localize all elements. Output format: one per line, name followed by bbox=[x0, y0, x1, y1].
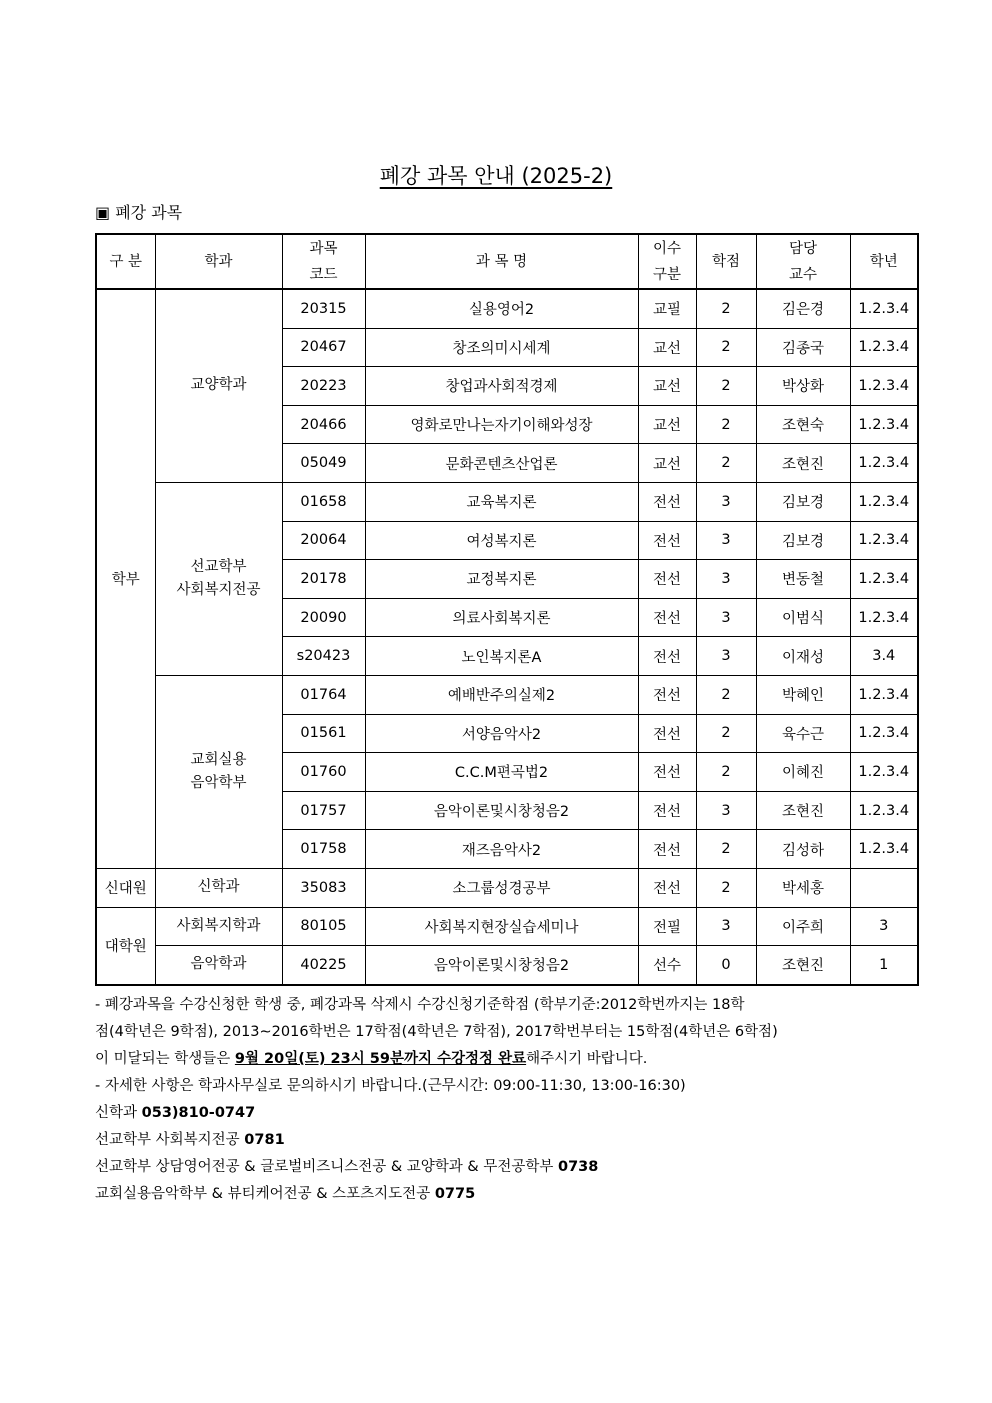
contact-line bbox=[95, 1100, 905, 1127]
cell-type: 전필 bbox=[638, 907, 696, 946]
cell-code: 20315 bbox=[282, 289, 365, 328]
table-row bbox=[96, 675, 918, 714]
cell-course-name: C.C.M편곡법2 bbox=[365, 753, 638, 792]
cell-credit: 2 bbox=[696, 714, 756, 753]
cell-professor: 조현숙 bbox=[756, 405, 850, 444]
cell-course-name: 사회복지현장실습세미나 bbox=[365, 907, 638, 946]
cell-year: 1.2.3.4 bbox=[850, 753, 918, 792]
contact-number: 053)810-0747 bbox=[141, 1105, 256, 1121]
cell-credit: 2 bbox=[696, 830, 756, 869]
cell-credit: 3 bbox=[696, 482, 756, 521]
cell-department bbox=[155, 868, 282, 907]
cell-professor: 변동철 bbox=[756, 560, 850, 599]
cell-department bbox=[155, 289, 282, 482]
cell-type: 전선 bbox=[638, 791, 696, 830]
header-professor: 담당 교수 bbox=[756, 234, 850, 289]
cell-type: 교필 bbox=[638, 289, 696, 328]
cell-department bbox=[155, 482, 282, 675]
cell-year: 3.4 bbox=[850, 637, 918, 676]
note-line: - 폐강과목을 수강신청한 학생 중, 폐강과목 삭제시 수강신청기준학점 (학부기준:2012학번까지는 18학 bbox=[95, 997, 745, 1013]
cell-course-name: 음악이론및시창청음2 bbox=[365, 791, 638, 830]
cell-credit: 0 bbox=[696, 946, 756, 985]
cell-professor: 박혜인 bbox=[756, 675, 850, 714]
header-department: 학과 bbox=[155, 234, 282, 289]
cell-course-name: 노인복지론A bbox=[365, 637, 638, 676]
cell-year: 1.2.3.4 bbox=[850, 714, 918, 753]
cell-code: 20223 bbox=[282, 367, 365, 406]
cell-code: 01757 bbox=[282, 791, 365, 830]
cell-professor: 이재성 bbox=[756, 637, 850, 676]
cell-credit: 3 bbox=[696, 637, 756, 676]
contact-line bbox=[95, 1127, 905, 1154]
contact-label: 선교학부 사회복지전공 bbox=[95, 1132, 245, 1148]
cell-credit: 2 bbox=[696, 289, 756, 328]
header-type: 이수 구분 bbox=[638, 234, 696, 289]
table-body bbox=[96, 289, 918, 985]
department-name-line: 교양학과 bbox=[190, 377, 247, 394]
department-name-line: 사회복지전공 bbox=[176, 581, 261, 598]
cell-professor: 김은경 bbox=[756, 289, 850, 328]
cell-year: 3 bbox=[850, 907, 918, 946]
cell-course-name: 소그룹성경공부 bbox=[365, 868, 638, 907]
department-name-line: 교회실용 bbox=[190, 751, 247, 768]
cell-year: 1.2.3.4 bbox=[850, 560, 918, 599]
header-code: 과목 코드 bbox=[282, 234, 365, 289]
cell-credit: 2 bbox=[696, 675, 756, 714]
cell-professor: 조현진 bbox=[756, 444, 850, 483]
cell-professor: 조현진 bbox=[756, 791, 850, 830]
cell-credit: 2 bbox=[696, 868, 756, 907]
cell-year bbox=[850, 868, 918, 907]
cell-division: 신대원 bbox=[96, 868, 155, 907]
cell-course-name: 여성복지론 bbox=[365, 521, 638, 560]
cell-type: 교선 bbox=[638, 405, 696, 444]
cell-year: 1.2.3.4 bbox=[850, 598, 918, 637]
cell-credit: 3 bbox=[696, 521, 756, 560]
cell-professor: 박상화 bbox=[756, 367, 850, 406]
cell-code: s20423 bbox=[282, 637, 365, 676]
department-name-line: 신학과 bbox=[197, 879, 240, 896]
cell-type: 전선 bbox=[638, 637, 696, 676]
note-line: 이 미달되는 학생들은 9월 20일(토) 23시 59분까지 수강정정 완료해주시기 바랍니다. bbox=[95, 1051, 648, 1067]
cell-type: 전선 bbox=[638, 560, 696, 599]
contact-label: 교회실용음악학부 & 뷰티케어전공 & 스포츠지도전공 bbox=[95, 1186, 435, 1202]
cell-credit: 2 bbox=[696, 367, 756, 406]
header-division: 구 분 bbox=[96, 234, 155, 289]
table-row bbox=[96, 946, 918, 985]
department-name-line: 사회복지학과 bbox=[176, 917, 261, 934]
contact-list bbox=[95, 1100, 905, 1208]
contact-line bbox=[95, 1181, 905, 1208]
cell-year: 1 bbox=[850, 946, 918, 985]
cell-year: 1.2.3.4 bbox=[850, 791, 918, 830]
table-row bbox=[96, 907, 918, 946]
cell-code: 35083 bbox=[282, 868, 365, 907]
cell-type: 교선 bbox=[638, 367, 696, 406]
table-row bbox=[96, 868, 918, 907]
department-name-line: 음악학과 bbox=[190, 956, 247, 973]
cell-year: 1.2.3.4 bbox=[850, 675, 918, 714]
contact-number: 0738 bbox=[558, 1159, 599, 1175]
cell-type: 선수 bbox=[638, 946, 696, 985]
section-label: ▣ 폐강 과목 bbox=[95, 203, 183, 222]
cell-credit: 3 bbox=[696, 791, 756, 830]
notes bbox=[95, 992, 905, 1208]
cell-course-name: 교육복지론 bbox=[365, 482, 638, 521]
cell-year: 1.2.3.4 bbox=[850, 521, 918, 560]
note-line: 점(4학년은 9학점), 2013∼2016학번은 17학점(4학년은 7학점), 2017학번부터는 15학점(4학년은 6학점) bbox=[95, 1024, 778, 1040]
cell-course-name: 창업과사회적경제 bbox=[365, 367, 638, 406]
cell-department bbox=[155, 946, 282, 985]
header-year: 학년 bbox=[850, 234, 918, 289]
cell-department bbox=[155, 675, 282, 868]
deadline-text: 9월 20일(토) 23시 59분까지 수강정정 완료 bbox=[234, 1051, 527, 1067]
cell-year: 1.2.3.4 bbox=[850, 482, 918, 521]
cell-type: 전선 bbox=[638, 714, 696, 753]
cell-credit: 3 bbox=[696, 598, 756, 637]
cell-course-name: 영화로만나는자기이해와성장 bbox=[365, 405, 638, 444]
table-row bbox=[96, 289, 918, 328]
cell-course-name: 창조의미시세계 bbox=[365, 328, 638, 367]
cell-professor: 박세홍 bbox=[756, 868, 850, 907]
cell-course-name: 재즈음악사2 bbox=[365, 830, 638, 869]
cell-professor: 이범식 bbox=[756, 598, 850, 637]
header-credit: 학점 bbox=[696, 234, 756, 289]
cell-course-name: 예배반주의실제2 bbox=[365, 675, 638, 714]
cell-code: 40225 bbox=[282, 946, 365, 985]
cell-division: 대학원 bbox=[96, 907, 155, 985]
cell-credit: 2 bbox=[696, 753, 756, 792]
contact-number: 0781 bbox=[244, 1132, 285, 1148]
page-title: 폐강 과목 안내 (2025-2) bbox=[379, 164, 613, 188]
cell-professor: 육수근 bbox=[756, 714, 850, 753]
cell-code: 01760 bbox=[282, 753, 365, 792]
cell-professor: 김종국 bbox=[756, 328, 850, 367]
cell-code: 20467 bbox=[282, 328, 365, 367]
cell-type: 전선 bbox=[638, 482, 696, 521]
cell-type: 전선 bbox=[638, 675, 696, 714]
cell-professor: 김성하 bbox=[756, 830, 850, 869]
cell-type: 전선 bbox=[638, 830, 696, 869]
cell-type: 교선 bbox=[638, 328, 696, 367]
table-header-row bbox=[96, 234, 918, 289]
cell-code: 05049 bbox=[282, 444, 365, 483]
cell-professor: 조현진 bbox=[756, 946, 850, 985]
header-course: 과 목 명 bbox=[365, 234, 638, 289]
cell-code: 20090 bbox=[282, 598, 365, 637]
cell-code: 20178 bbox=[282, 560, 365, 599]
cell-year: 1.2.3.4 bbox=[850, 289, 918, 328]
cell-credit: 2 bbox=[696, 405, 756, 444]
cell-credit: 3 bbox=[696, 560, 756, 599]
contact-number: 0775 bbox=[434, 1186, 476, 1202]
note-line: - 자세한 사항은 학과사무실로 문의하시기 바랍니다.(근무시간: 09:00-11:30, 13:00-16:30) bbox=[95, 1078, 686, 1094]
cell-year: 1.2.3.4 bbox=[850, 328, 918, 367]
contact-label: 신학과 bbox=[95, 1105, 142, 1121]
cell-division: 학부 bbox=[96, 289, 155, 868]
cell-year: 1.2.3.4 bbox=[850, 405, 918, 444]
cell-type: 전선 bbox=[638, 598, 696, 637]
cell-professor: 김보경 bbox=[756, 521, 850, 560]
cell-code: 01658 bbox=[282, 482, 365, 521]
table-row bbox=[96, 482, 918, 521]
cell-course-name: 음악이론및시창청음2 bbox=[365, 946, 638, 985]
cell-course-name: 의료사회복지론 bbox=[365, 598, 638, 637]
cell-department bbox=[155, 907, 282, 946]
cell-code: 01764 bbox=[282, 675, 365, 714]
contact-line bbox=[95, 1154, 905, 1181]
cell-credit: 2 bbox=[696, 444, 756, 483]
cell-year: 1.2.3.4 bbox=[850, 367, 918, 406]
cell-credit: 3 bbox=[696, 907, 756, 946]
cell-professor: 이주희 bbox=[756, 907, 850, 946]
cell-code: 01758 bbox=[282, 830, 365, 869]
closed-courses-table bbox=[95, 233, 919, 986]
contact-label: 선교학부 상담영어전공 & 글로벌비즈니스전공 & 교양학과 & 무전공학부 bbox=[95, 1159, 558, 1175]
cell-type: 전선 bbox=[638, 753, 696, 792]
cell-professor: 이혜진 bbox=[756, 753, 850, 792]
cell-professor: 김보경 bbox=[756, 482, 850, 521]
cell-course-name: 교정복지론 bbox=[365, 560, 638, 599]
cell-year: 1.2.3.4 bbox=[850, 444, 918, 483]
department-name-line: 음악학부 bbox=[190, 774, 247, 791]
cell-year: 1.2.3.4 bbox=[850, 830, 918, 869]
cell-code: 20466 bbox=[282, 405, 365, 444]
cell-type: 전선 bbox=[638, 521, 696, 560]
cell-course-name: 실용영어2 bbox=[365, 289, 638, 328]
cell-code: 80105 bbox=[282, 907, 365, 946]
department-name-line: 선교학부 bbox=[190, 558, 247, 575]
cell-course-name: 문화콘텐츠산업론 bbox=[365, 444, 638, 483]
cell-course-name: 서양음악사2 bbox=[365, 714, 638, 753]
cell-credit: 2 bbox=[696, 328, 756, 367]
cell-type: 전선 bbox=[638, 868, 696, 907]
cell-code: 01561 bbox=[282, 714, 365, 753]
cell-type: 교선 bbox=[638, 444, 696, 483]
cell-code: 20064 bbox=[282, 521, 365, 560]
